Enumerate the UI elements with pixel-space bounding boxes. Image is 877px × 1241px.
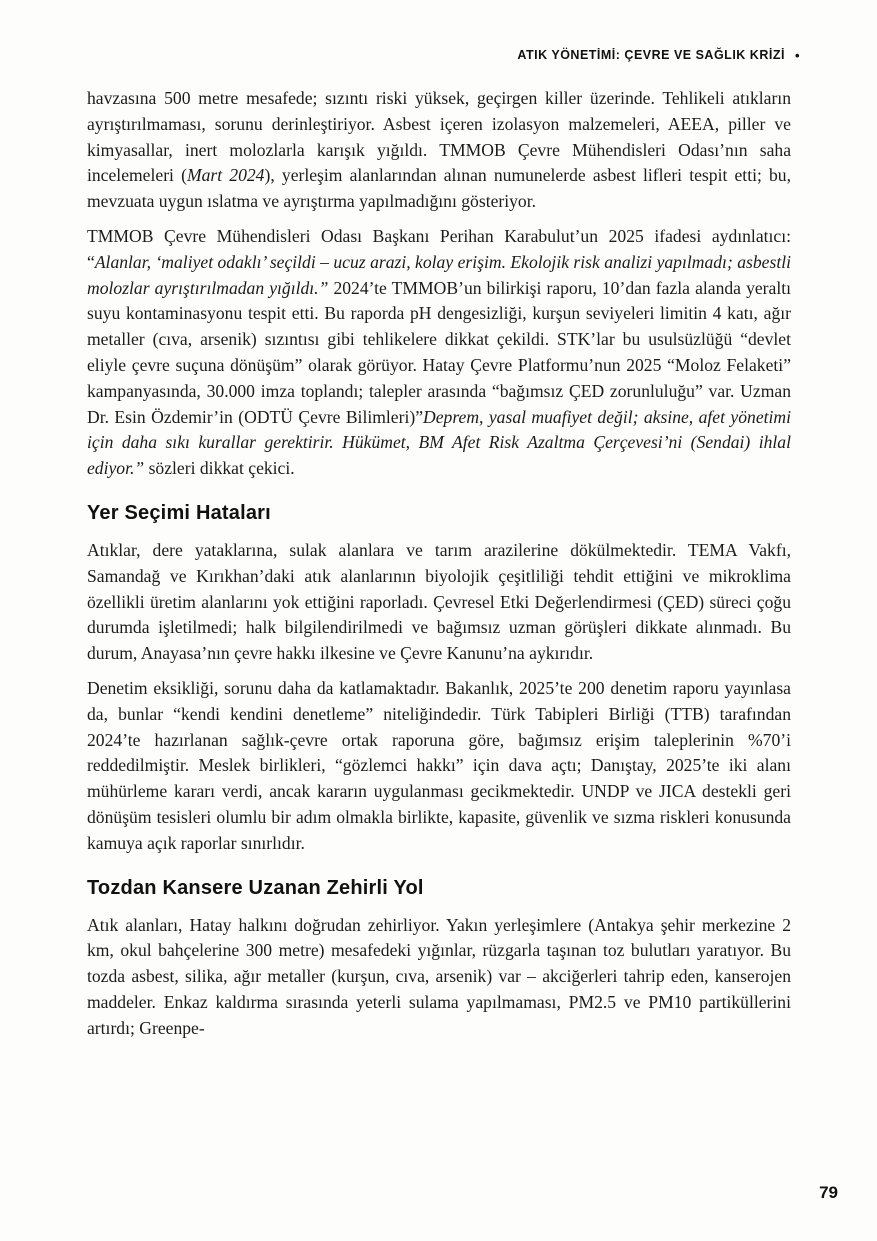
paragraph-yer-secimi-2: Denetim eksikliği, sorunu daha da katlamaktadır. Bakanlık, 2025’te 200 denetim raporu yayınlasa da, bunlar “kendi kendini denetleme” niteliğindedir. Türk Tabipleri Birliği (TTB) tarafından 2024’te hazırlanan sağlık-çevre ortak raporuna göre, bağımsız erişim taleplerinin %70’i reddedilmiştir. Meslek birlikleri, “gözlemci hakkı” için dava açtı; Danıştay, 2025’te iki alanı mühürleme kararı verdi, ancak kararın uygulanması gecikmektedir. UNDP ve JICA destekli geri dönüşüm tesisleri olumlu bir adım olmakla birlikte, kapasite, güvenlik ve sızma riskleri konusunda kamuya açık raporlar sınırlıdır. xyxy=(87,677,791,853)
header-bullet: • xyxy=(794,48,800,63)
section-heading-tozdan-kansere: Tozdan Kansere Uzanan Zehirli Yol xyxy=(87,876,424,899)
section-heading-yer-secimi-hatalari: Yer Seçimi Hataları xyxy=(87,501,271,524)
paragraph-tmmob-statement: TMMOB Çevre Mühendisleri Odası Başkanı Perihan Karabulut’un 2025 ifadesi aydınlatıcı: “Alanlar, ‘maliyet odaklı’ seçildi – ucuz arazi, kolay erişim. Ekolojik risk analizi yapılmadı; asbestli molozlar ayrıştırılmadan yığıldı.” 2024’te TMMOB’un bilirkişi raporu, 10’dan fazla alanda yeraltı suyu kontaminasyonu tespit etti. Bu raporda pH dengesizliği, kurşun seviyeleri limitin 4 katı, ağır metaller (cıva, arsenik) sızıntısı gibi tehlikelere dikkat çekildi. STK’lar bu usulsüzlüğü “devlet eliyle çevre suçuna dönüşüm” olarak görüyor. Hatay Çevre Platformu’nun 2025 “Moloz Felaketi” kampanyasında, 30.000 imza toplandı; talepler arasında “bağımsız ÇED zorunluluğu” var. Uzman Dr. Esin Özdemir’in (ODTÜ Çevre Bilimleri)”Deprem, yasal muafiyet değil; aksine, afet yönetimi için daha sıkı kurallar gerektirir. Hükümet, BM Afet Risk Azaltma Çerçevesi’ni (Sendai) ihlal ediyor.” sözleri dikkat çekici. xyxy=(87,225,792,479)
page-number: 79 xyxy=(819,1183,838,1202)
running-header-title: ATIK YÖNETİMİ: ÇEVRE VE SAĞLIK KRİZİ xyxy=(517,48,785,62)
page-body xyxy=(87,86,791,1051)
paragraph-continuation: havzasına 500 metre mesafede; sızıntı riski yüksek, geçirgen killer üzerinde. Tehlikeli atıkların ayrıştırılmaması, sorunu derinleştiriyor. Asbest içeren izolasyon malzemeleri, AEEA, piller ve kimyasallar, inert molozlarla karışık yığıldı. TMMOB Çevre Mühendisleri Odası’nın saha incelemeleri (Mart 2024), yerleşim alanlarından alınan numunelerde asbest lifleri tespit etti; bu, mevzuata uygun ıslatma ve ayrıştırma yapılmadığını gösteriyor. xyxy=(87,88,791,212)
paragraph-tozdan-kansere: Atık alanları, Hatay halkını doğrudan zehirliyor. Yakın yerleşimlere (Antakya şehir merkezine 2 km, okul bahçelerine 300 metre) mesafedeki yığınlar, rüzgarla taşınan toz bulutları yaratıyor. Bu tozda asbest, silika, ağır metaller (kurşun, cıva, arsenik) var – akciğerleri tahrip eden, kanserojen maddeler. Enkaz kaldırma sırasında yeterli sulama yapılmaması, PM2.5 ve PM10 partiküllerini artırdı; Greenpe- xyxy=(87,914,791,1038)
running-header xyxy=(87,47,800,62)
paragraph-yer-secimi-1: Atıklar, dere yataklarına, sulak alanlara ve tarım arazilerine dökülmektedir. TEMA Vakfı, Samandağ ve Kırıkhan’daki atık alanlarının biyolojik çeşitliliği tehdit ettiğini ve mikroklima özellikli üretim alanlarını yok ettiğini raporladı. Çevresel Etki Değerlendirmesi (ÇED) süreci çoğu durumda işletilmedi; halk bilgilendirilmedi ve bağımsız uzman görüşleri dikkate alınmadı. Bu durum, Anayasa’nın çevre hakkı ilkesine ve Çevre Kanunu’na aykırıdır. xyxy=(87,539,791,664)
